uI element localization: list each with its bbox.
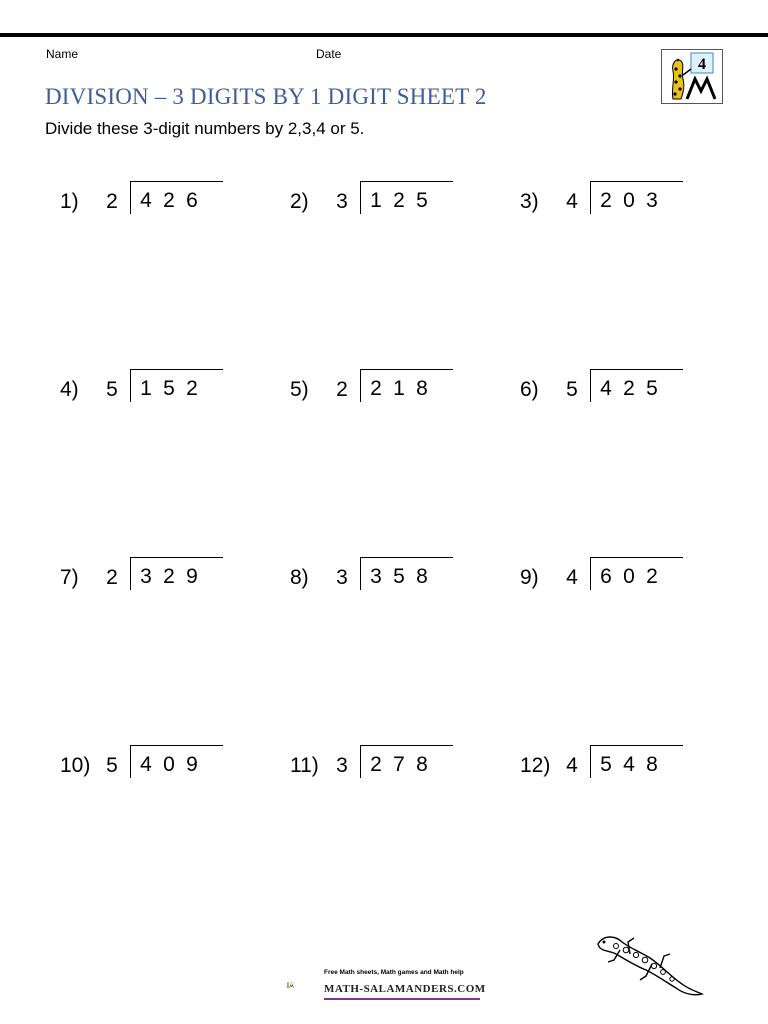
dividend-digit: 4 [140,753,152,776]
dividend-digit: 3 [646,189,658,212]
dividend [140,189,198,213]
division-problem [290,745,460,785]
division-problem [60,557,230,597]
division-bracket [360,181,453,214]
dividend-digit: 2 [600,189,612,212]
problem-number: 3) [520,190,539,213]
division-problem [290,369,460,409]
dividend [370,565,428,589]
dividend-digit: 8 [416,753,428,776]
dividend [370,753,428,777]
divisor: 5 [566,378,578,401]
problem-number: 1) [60,190,79,213]
dividend-digit: 2 [370,377,382,400]
dividend [600,377,658,401]
dividend-digit: 4 [140,189,152,212]
dividend [370,189,428,213]
division-problem [60,369,230,409]
footer-divider [324,998,480,1000]
salamander-drawing-icon [590,930,705,1002]
dividend-digit: 1 [370,189,382,212]
dividend-digit: 6 [186,189,198,212]
dividend-digit: 0 [163,753,175,776]
dividend-digit: 2 [186,377,198,400]
dividend [140,753,198,777]
dividend-digit: 2 [163,189,175,212]
date-label: Date [316,47,342,61]
dividend-digit: 5 [416,189,428,212]
division-problem [60,745,230,785]
dividend-digit: 3 [140,565,152,588]
division-problem [290,557,460,597]
dividend-digit: 8 [646,753,658,776]
division-problem [520,745,690,785]
divisor: 4 [566,566,578,589]
divisor: 4 [566,190,578,213]
division-problem [520,369,690,409]
top-rule [0,33,768,37]
page-title: DIVISION – 3 DIGITS BY 1 DIGIT SHEET 2 [45,84,487,109]
dividend-digit: 4 [623,753,635,776]
dividend-digit: 9 [186,753,198,776]
dividend [600,565,658,589]
footer-brand: MATH-SALAMANDERS.COM [324,983,486,995]
division-bracket [130,369,223,402]
problem-number: 5) [290,378,309,401]
dividend-digit: 8 [416,377,428,400]
problem-number: 11) [290,754,319,777]
problem-number: 9) [520,566,539,589]
problem-number: 7) [60,566,79,589]
dividend-digit: 4 [600,377,612,400]
division-bracket [130,745,223,778]
divisor: 5 [106,378,118,401]
dividend-digit: 2 [646,565,658,588]
dividend [140,377,198,401]
dividend-digit: 8 [416,565,428,588]
problem-number: 6) [520,378,539,401]
divisor: 5 [106,754,118,777]
divisor: 3 [336,190,348,213]
dividend-digit: 9 [186,565,198,588]
division-problem [520,181,690,221]
dividend-digit: 7 [393,753,405,776]
division-bracket [590,557,683,590]
dividend [140,565,198,589]
division-bracket [130,181,223,214]
dividend-digit: 1 [393,377,405,400]
divisor: 4 [566,754,578,777]
dividend-digit: 6 [600,565,612,588]
divisor: 2 [106,190,118,213]
division-bracket [590,181,683,214]
instructions-text: Divide these 3-digit numbers by 2,3,4 or 5. [45,119,365,138]
problem-number: 2) [290,190,309,213]
dividend-digit: 2 [370,753,382,776]
footer-tagline: Free Math sheets, Math games and Math help [324,969,464,976]
problem-number: 4) [60,378,79,401]
divisor: 2 [106,566,118,589]
dividend-digit: 5 [646,377,658,400]
footer-logo-icon [286,968,326,1002]
divisor: 3 [336,754,348,777]
division-bracket [590,745,683,778]
logo-number: 4 [698,56,706,73]
divisor: 2 [336,378,348,401]
salamander-logo-icon [661,49,723,104]
dividend [370,377,428,401]
division-problem [290,181,460,221]
divisor: 3 [336,566,348,589]
problem-number: 10) [60,754,91,777]
division-problem [520,557,690,597]
dividend-digit: 5 [600,753,612,776]
dividend-digit: 0 [623,189,635,212]
dividend [600,189,658,213]
division-bracket [360,745,453,778]
division-problem [60,181,230,221]
division-bracket [360,369,453,402]
dividend [600,753,658,777]
dividend-digit: 1 [140,377,152,400]
division-bracket [360,557,453,590]
division-bracket [590,369,683,402]
dividend-digit: 0 [623,565,635,588]
name-label: Name [46,47,79,61]
dividend-digit: 2 [163,565,175,588]
dividend-digit: 2 [393,189,405,212]
dividend-digit: 3 [370,565,382,588]
dividend-digit: 5 [163,377,175,400]
dividend-digit: 2 [623,377,635,400]
dividend-digit: 5 [393,565,405,588]
problem-number: 8) [290,566,309,589]
problem-number: 12) [520,754,551,777]
division-bracket [130,557,223,590]
